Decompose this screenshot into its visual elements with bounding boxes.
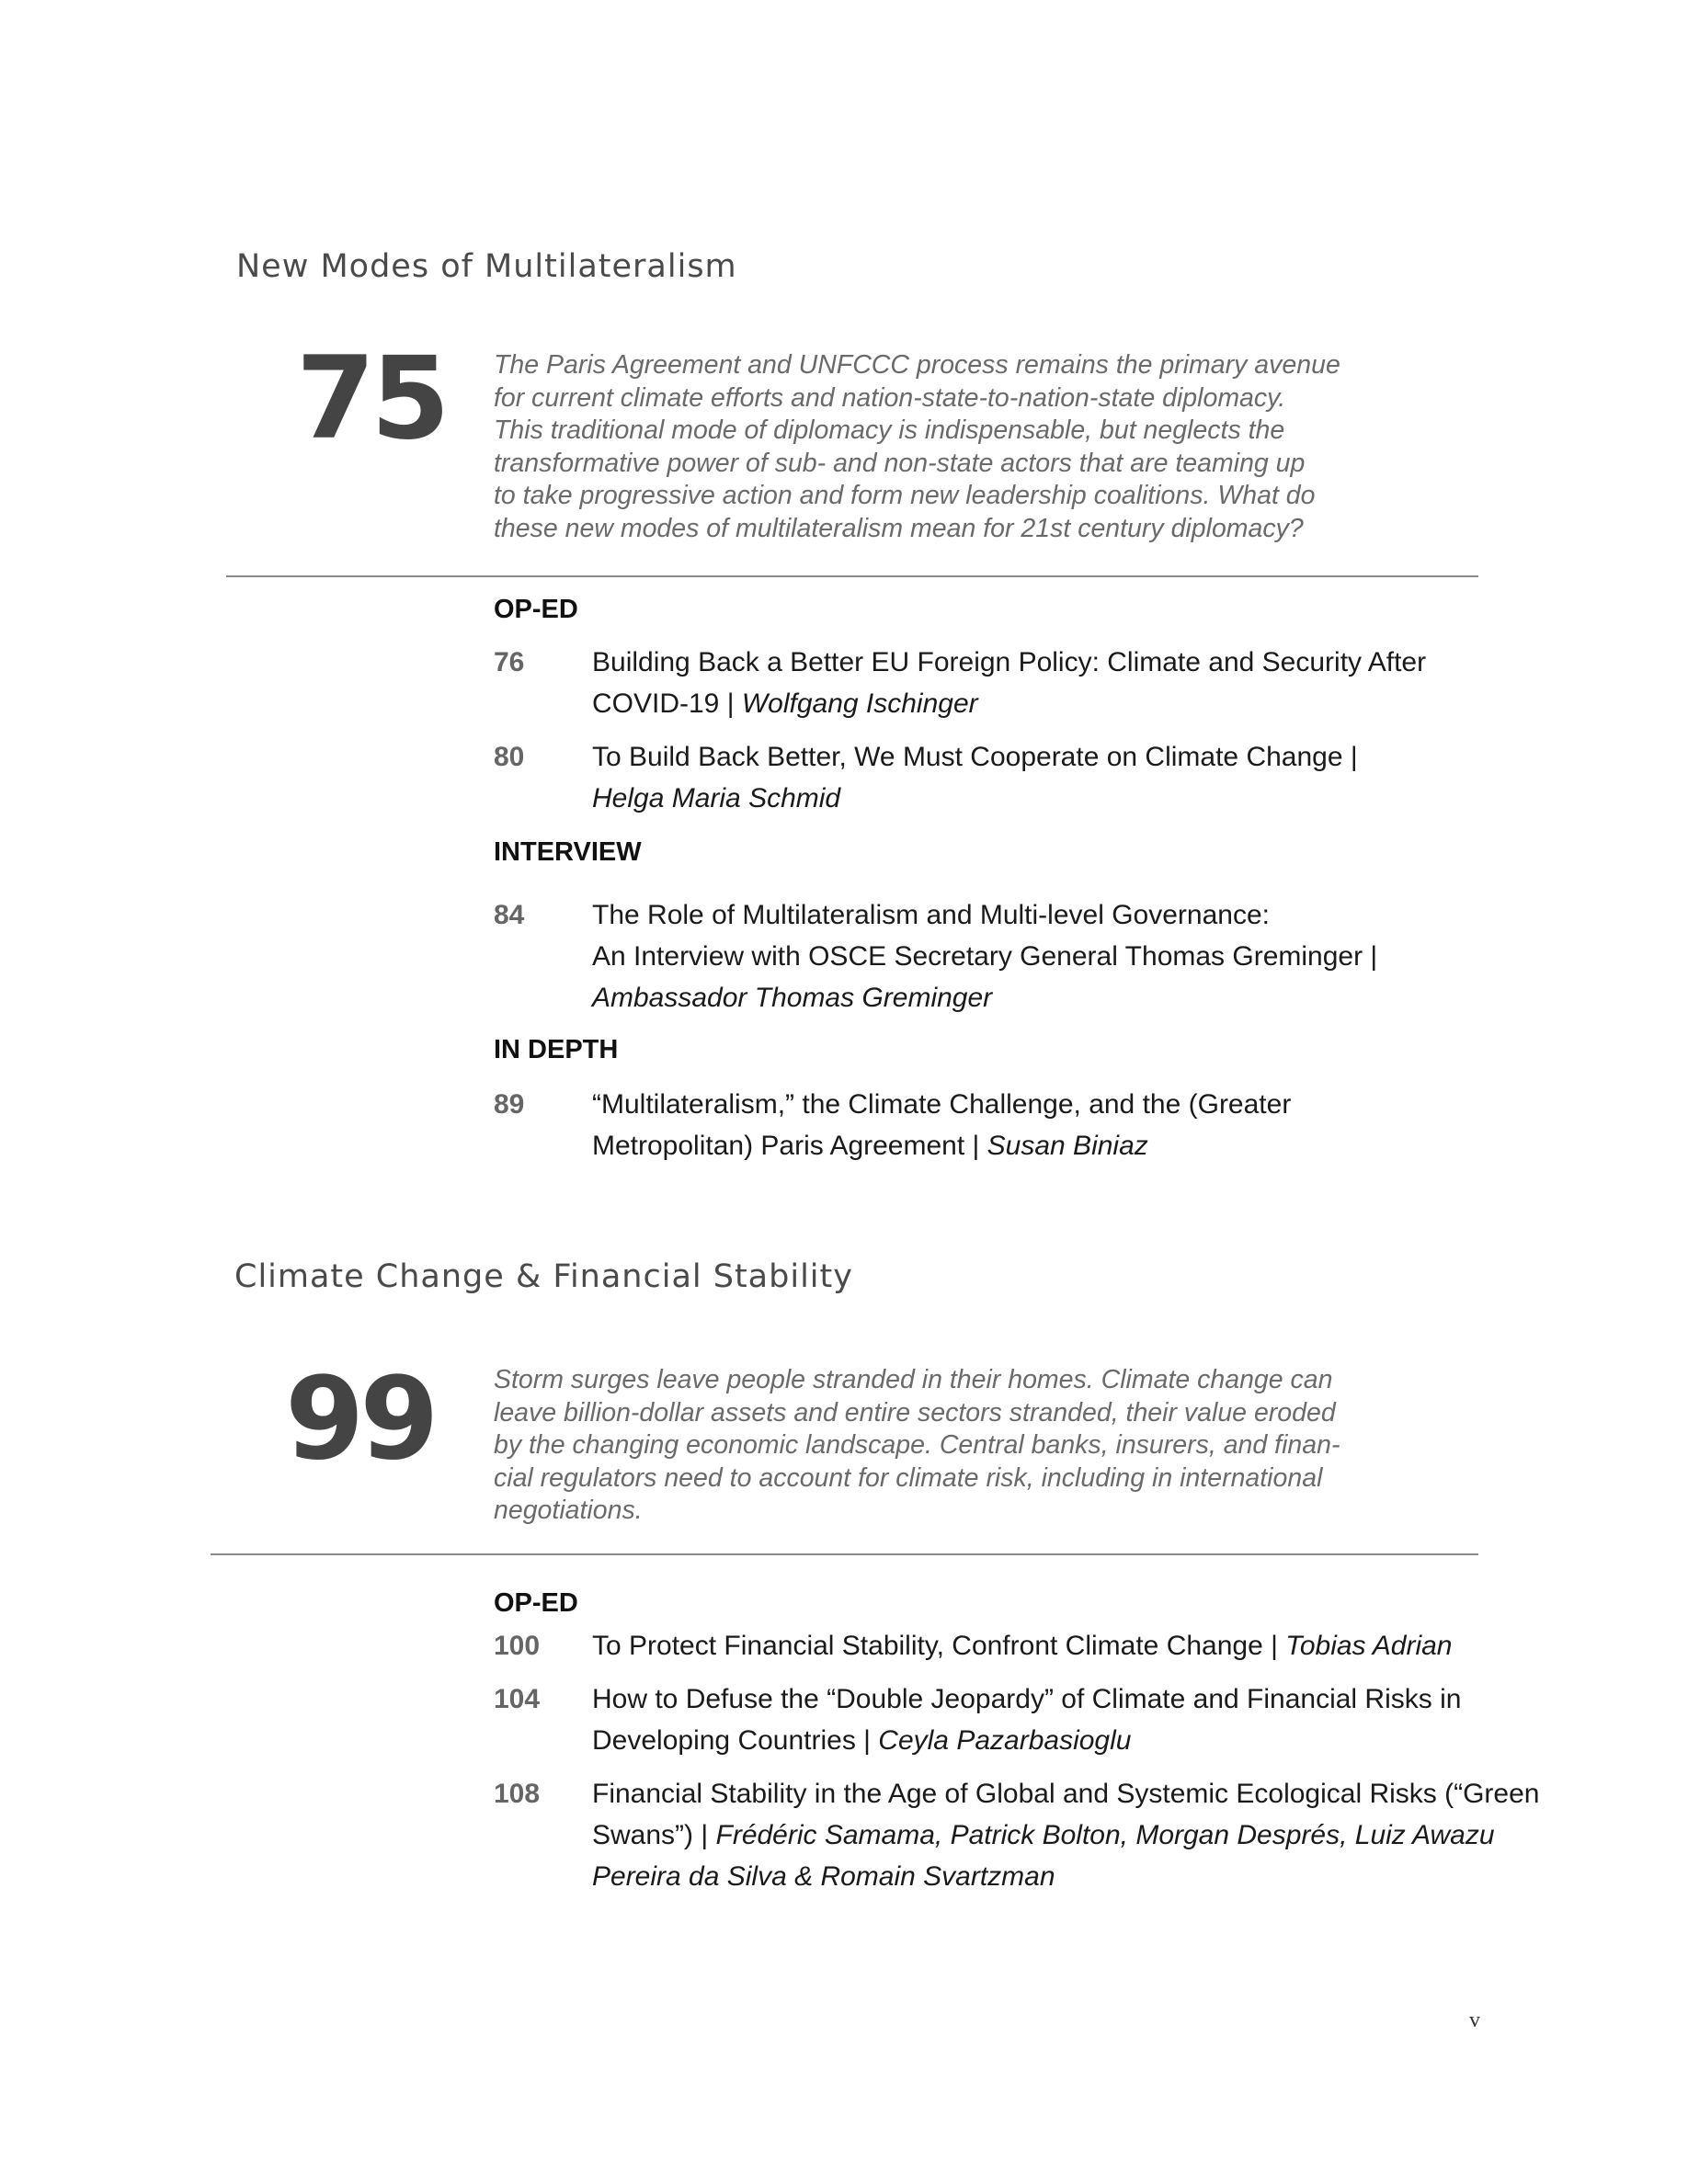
- intro-line: for current climate efforts and nation-state-to-nation-state diplomacy.: [494, 382, 1286, 413]
- category-label: OP-ED: [494, 595, 578, 624]
- entry-title: COVID-19 |: [592, 688, 742, 719]
- section-intro: [494, 349, 1340, 545]
- entry-title: To Protect Financial Stability, Confront Climate Change |: [592, 1631, 1286, 1661]
- entry-title: Metropolitan) Paris Agreement |: [592, 1131, 987, 1161]
- entry-author: Ambassador Thomas Greminger: [592, 983, 993, 1013]
- entry-title: Developing Countries |: [592, 1725, 879, 1756]
- page-number: 108: [494, 1779, 541, 1809]
- toc-entry[interactable]: [494, 894, 1542, 1018]
- entry-title: To Build Back Better, We Must Cooperate on Climate Change |: [592, 742, 1358, 772]
- entry-author: Ceyla Pazarbasioglu: [878, 1725, 1132, 1756]
- entry-title: Swans”) |: [592, 1820, 716, 1850]
- toc-entry[interactable]: [494, 1625, 1542, 1666]
- entry-title: An Interview with OSCE Secretary General Thomas Greminger |: [592, 941, 1378, 972]
- toc-entry[interactable]: [494, 1084, 1542, 1166]
- intro-line: these new modes of multilateralism mean for 21st century diplomacy?: [494, 513, 1304, 543]
- page-number: 89: [494, 1089, 525, 1120]
- entry-author: Helga Maria Schmid: [592, 783, 841, 813]
- page-number: 100: [494, 1631, 541, 1661]
- intro-line: to take progressive action and form new leadership coalitions. What do: [494, 481, 1316, 510]
- toc-entry[interactable]: [494, 1773, 1542, 1897]
- page-number: 76: [494, 647, 525, 677]
- section-number: 99: [285, 1353, 435, 1485]
- intro-line: Storm surges leave people stranded in their homes. Climate change can: [494, 1365, 1333, 1394]
- entry-author: Susan Biniaz: [987, 1131, 1148, 1161]
- entry-title: How to Defuse the “Double Jeopardy” of Climate and Financial Risks in: [592, 1684, 1462, 1714]
- entry-author: Wolfgang Ischinger: [741, 688, 978, 719]
- section-title: New Modes of Multilateralism: [236, 248, 737, 285]
- entry-author: Pereira da Silva & Romain Svartzman: [592, 1861, 1055, 1892]
- entry-title: Financial Stability in the Age of Global and Systemic Ecological Risks (“Green: [592, 1779, 1540, 1809]
- toc-entry[interactable]: [494, 642, 1542, 724]
- page-number: 84: [494, 900, 525, 930]
- page-number: 104: [494, 1684, 541, 1714]
- intro-line: by the changing economic landscape. Central banks, insurers, and finan-: [494, 1430, 1340, 1460]
- category-label: OP-ED: [494, 1588, 578, 1618]
- intro-line: leave billion-dollar assets and entire sectors stranded, their value eroded: [494, 1397, 1336, 1428]
- entry-title: The Role of Multilateralism and Multi-level Governance:: [592, 900, 1270, 930]
- page-folio: v: [1469, 2008, 1480, 2032]
- category-label: IN DEPTH: [494, 1035, 619, 1064]
- section-intro: [494, 1364, 1340, 1528]
- section-divider: [211, 1553, 1478, 1555]
- section-title: Climate Change & Financial Stability: [234, 1258, 853, 1295]
- toc-entry[interactable]: [494, 1678, 1542, 1761]
- category-label: INTERVIEW: [494, 837, 642, 867]
- entry-title: Building Back a Better EU Foreign Policy: Climate and Security After: [592, 647, 1427, 677]
- entry-author: Frédéric Samama, Patrick Bolton, Morgan Després, Luiz Awazu: [715, 1820, 1495, 1850]
- entry-title: “Multilateralism,” the Climate Challenge, and the (Greater: [592, 1089, 1292, 1120]
- intro-line: The Paris Agreement and UNFCCC process remains the primary avenue: [494, 350, 1340, 380]
- toc-entry[interactable]: [494, 736, 1542, 819]
- section-number: 75: [296, 333, 446, 465]
- intro-line: cial regulators need to account for climate risk, including in international: [494, 1462, 1323, 1493]
- section-divider: [226, 575, 1478, 577]
- intro-line: transformative power of sub- and non-state actors that are teaming up: [494, 448, 1306, 478]
- intro-line: negotiations.: [494, 1496, 643, 1525]
- entry-author: Tobias Adrian: [1285, 1631, 1453, 1661]
- page-number: 80: [494, 742, 525, 772]
- intro-line: This traditional mode of diplomacy is indispensable, but neglects the: [494, 415, 1285, 445]
